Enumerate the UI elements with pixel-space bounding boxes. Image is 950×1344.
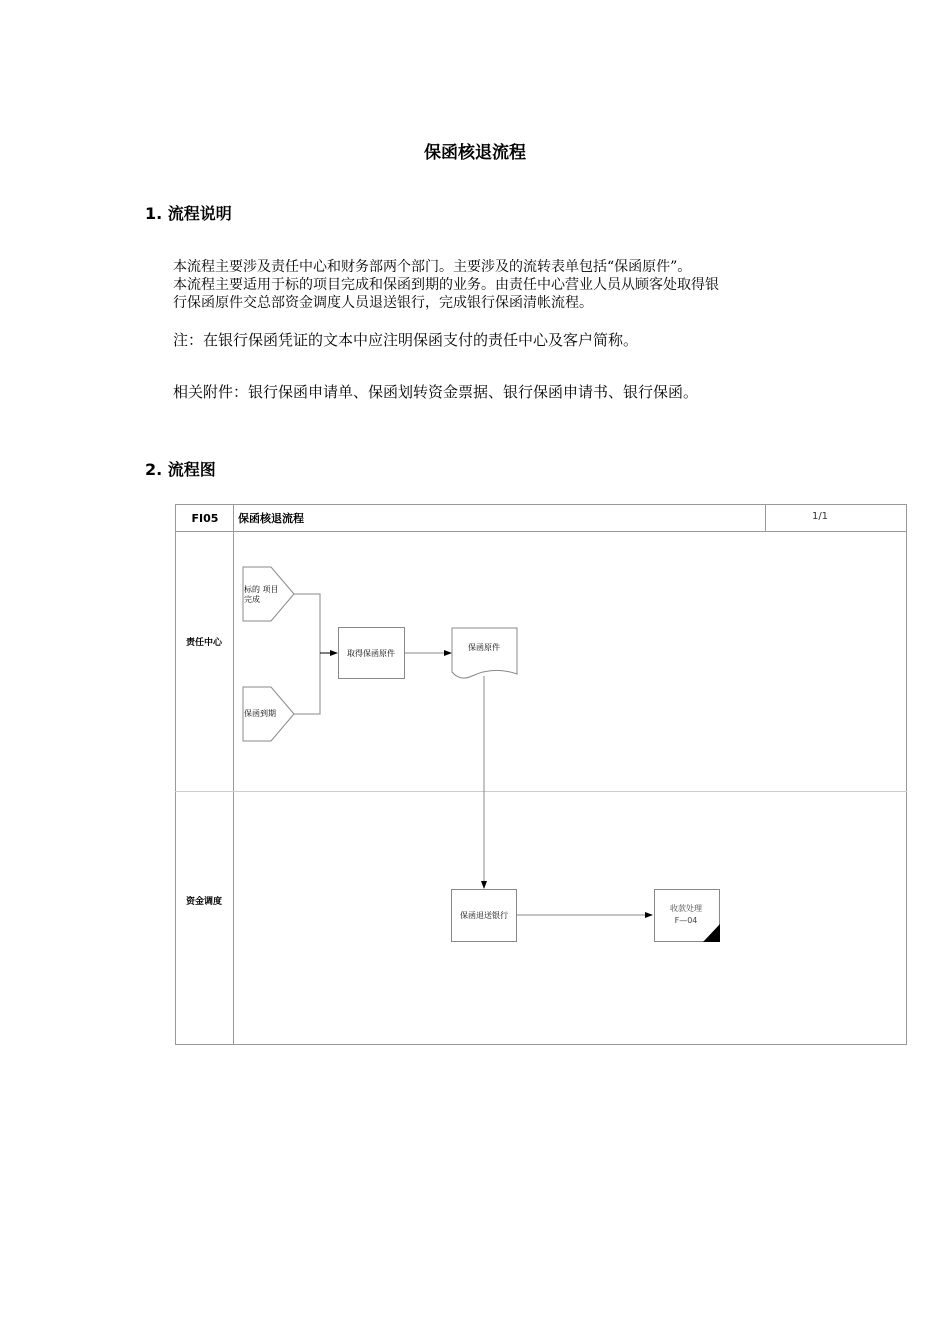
flowchart-code: FI05 xyxy=(191,512,219,525)
flowchart xyxy=(175,504,910,1053)
section-2-heading: 2. 流程图 xyxy=(145,460,216,479)
description-line-3: 行保函原件交总部资金调度人员退送银行，完成银行保函清帐流程。 xyxy=(173,295,593,311)
section-1-heading: 1. 流程说明 xyxy=(145,204,232,223)
flowchart-page: 1/1 xyxy=(811,511,829,522)
attachments-text: 相关附件：银行保函申请单、保函划转资金票据、银行保函申请书、银行保函。 xyxy=(173,383,699,401)
document-title: 保函核退流程 xyxy=(424,143,526,163)
start-project-complete-line1: 标的 项目 xyxy=(244,585,279,594)
flowchart-name: 保函核退流程 xyxy=(238,512,304,525)
lane-label-fund-dispatch: 资金调度 xyxy=(185,897,223,907)
lane-label-responsibility-center: 责任中心 xyxy=(185,638,223,648)
start-project-complete-line2: 完成 xyxy=(244,595,260,604)
description-line-1: 本流程主要涉及责任中心和财务部两个部门。主要涉及的流转表单包括“保函原件”。 xyxy=(173,259,692,275)
offpage-receipt-line2: F—04 xyxy=(674,916,698,925)
offpage-receipt-line1: 收款处理 xyxy=(670,904,702,913)
document-guarantee-original-shape xyxy=(452,628,517,678)
note-text: 注：在银行保函凭证的文本中应注明保函支付的责任中心及客户简称。 xyxy=(173,331,639,349)
description-line-2: 本流程主要适用于标的项目完成和保函到期的业务。由责任中心营业人员从顾客处取得银 xyxy=(173,277,719,293)
start-guarantee-expiry-label: 保函到期 xyxy=(244,709,276,718)
document-guarantee-original-label: 保函原件 xyxy=(468,643,500,652)
step-obtain-original-label: 取得保函原件 xyxy=(347,649,395,658)
step-return-to-bank-label: 保函退送银行 xyxy=(460,911,508,920)
